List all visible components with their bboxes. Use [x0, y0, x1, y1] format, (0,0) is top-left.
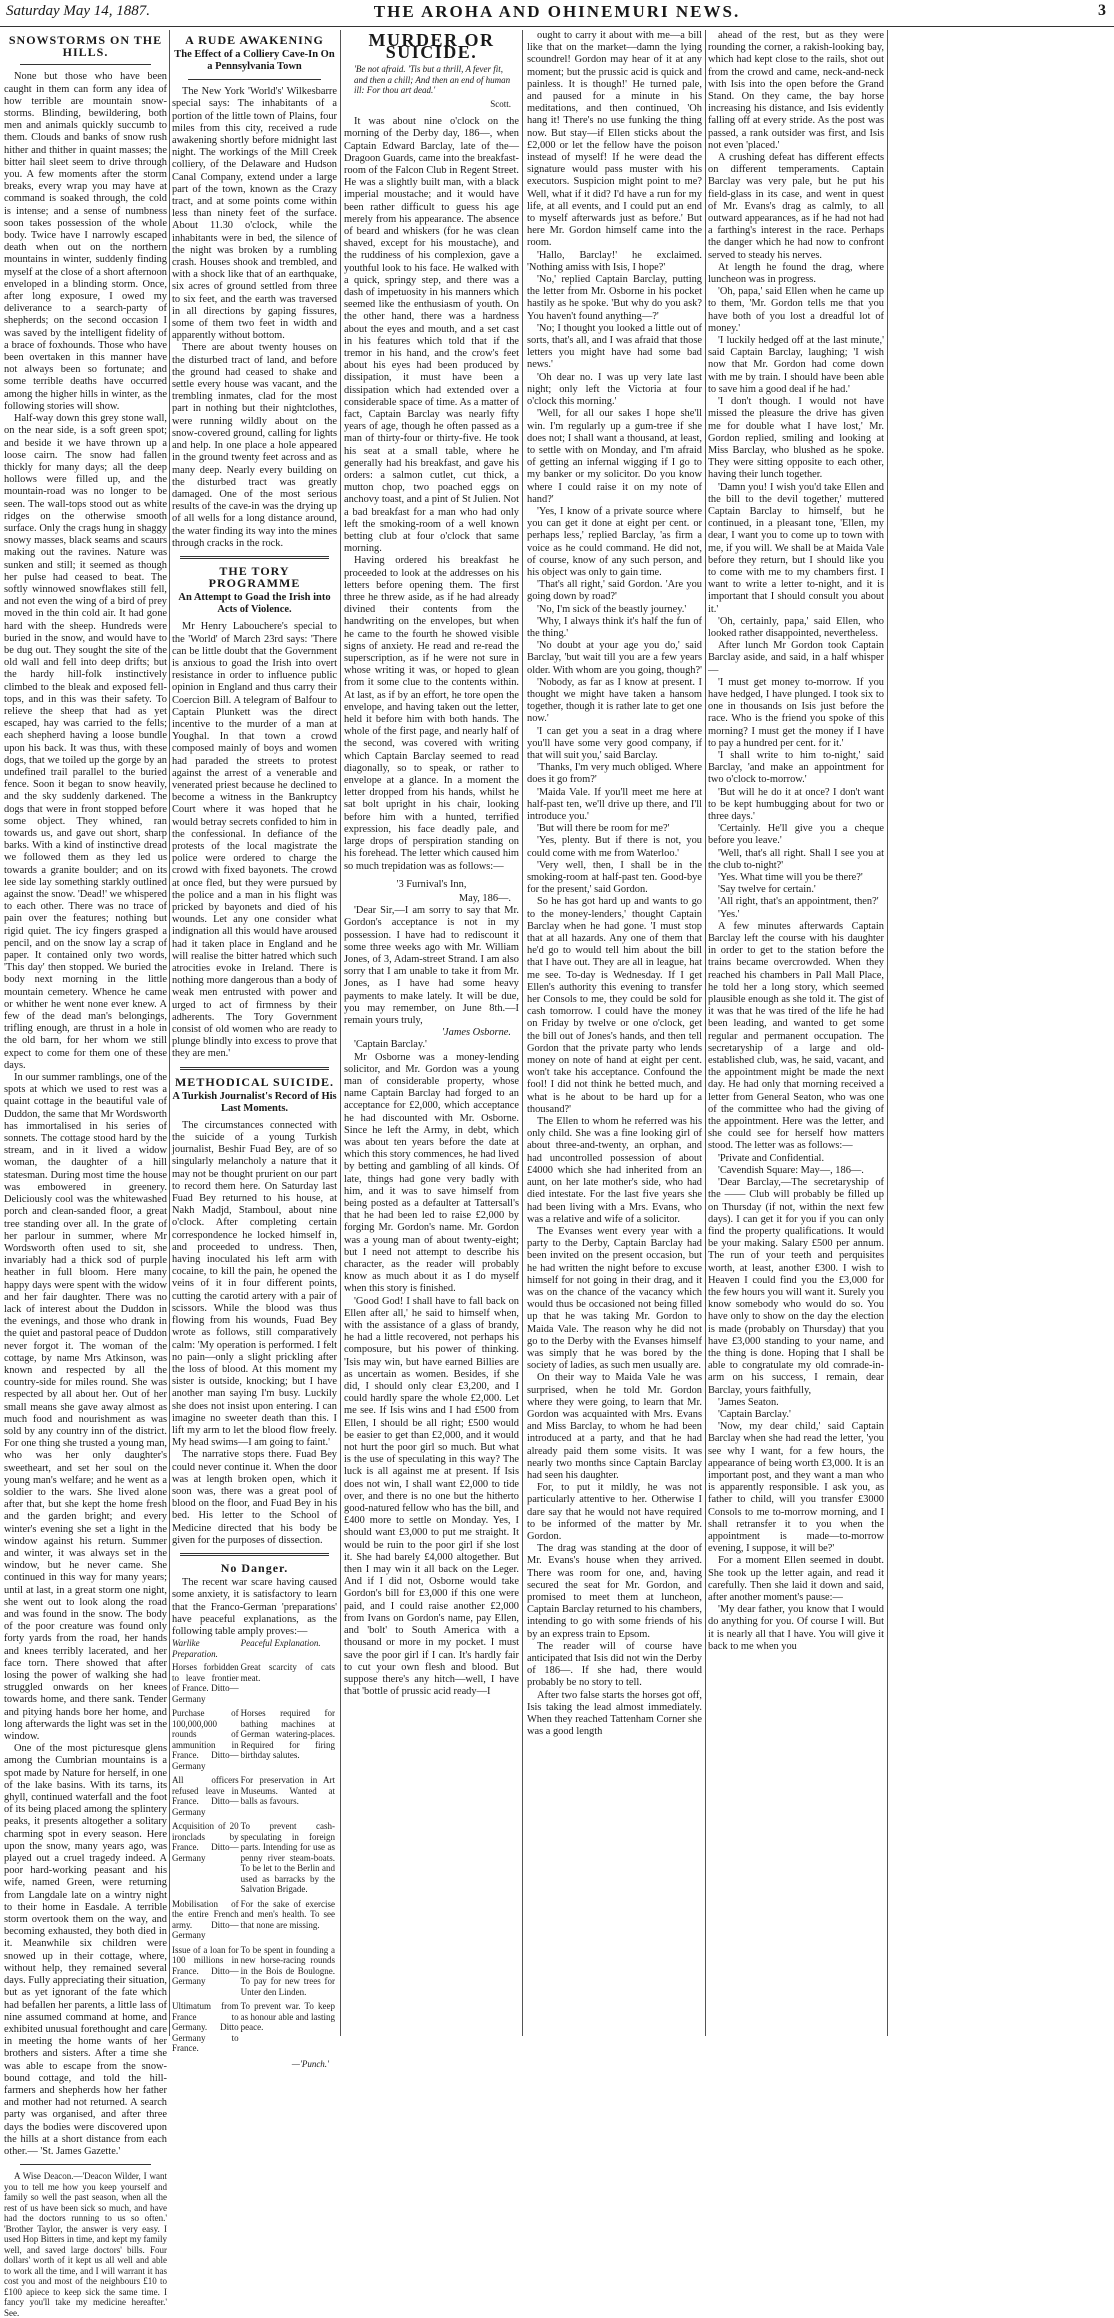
epigraph-source: Scott. — [490, 98, 511, 109]
article-paragraph: The recent war scare having caused some anxiety, it is satisfactory to learn that the Franco-German 'preparations' have peaceful explanations, as the following table amply proves:— — [172, 1577, 337, 1637]
story-paragraph: On their way to Maida Vale he was surprised, when he told Mr. Gordon where they were going, to learn that Mr. Gordon was acquainted with Mrs. Evans and Miss Barclay, to whom he had been introduced at a party, and that he had already paid them some visits. It was nearly two months since Captain Barclay had seen his daughter. — [527, 1372, 702, 1481]
story-paragraph: 'But will he do it at once? I don't want to be kept humbugging about for two or three days.' — [708, 786, 884, 822]
article-title-tory-programme: THE TORY PROGRAMME — [208, 563, 301, 591]
divider — [20, 64, 151, 65]
article-paragraph: None but those who have been caught in them can form any idea of how terrible are mountain snow-storms. Blinding, bewildering, both men and animals quickly succumb to them. Clouds and banks of snow rush hither and thither in quaint masses; the bitter hail sleet seem to drive through you. A few moments after the storm breaks, every wrap you may have at command is soaked through, the cold is intense; and a sense of numbness soon takes possession of the whole body. Twice have I narrowly escaped death when out on the northern mountains in winter, suddenly finding myself at the close of a short afternoon enveloped in a blinding storm. Once, after long exposure, I owed my deliverance to a search-party of shepherds; on the second occasion I was saved by the intelligent fidelity of a brace of foxhounds. Those who have been overtaken in this manner have not always been so fortunate; and some terrible deaths have occurred among the higher hills in winter, as the following stories will show. — [4, 71, 167, 412]
story-paragraph: 'Say twelve for certain.' — [718, 884, 816, 896]
story-paragraph: 'Private and Confidential. — [718, 1152, 825, 1164]
article-paragraph: One of the most picturesque glens among the Cumbrian mountains is a spot made by Nature for herself, in one of the lake basins. With its tarns, its ghyll, continued waterfall and the foot of its being placed among the splintery peaks, it presents altogether a solitary charming spot in every season. Here upon the snow, many years ago, was played out a cruel tragedy indeed. A poor hard-working peasant and his wife, named Green, were returning from Langdale late on a wintry night to their home in Easdale. A terrible storm overtook them on the way, and becoming exhausted, they both died in it. Meanwhile six children were snowed up in their cottage, where, without help, they remained several days. Fully appreciating their situation, but as yet ignorant of the fate which had befallen her parents, a little lass of nine assumed command at home, and exhibited unusual forethought and care in meeting the home wants of her brothers and sisters. After a time she was able to escape from the snow-bound cottage, and told the hill-farmers and shepherds how her father and mother had not returned. A search party was organised, and after three days the bodies were discovered upon the hills at a short distance from each other.— 'St. James Gazette.' — [4, 1743, 167, 2157]
story-paragraph: 'I must get money to-morrow. If you have hedged, I have plunged. I took six to one in thousands on Isis just before the race. Who is the friend you spoke of this morning? I must get the money if I have to pay a hundred per cent. for it.' — [708, 676, 884, 749]
story-paragraph: 'Now, my dear child,' said Captain Barclay when she had read the letter, 'you see why I want, for a few hours, the appearance of being worth £3,000. It is an important post, and they want a man who is apparently responsible. I ask you, as father to child, will you transfer £3000 Consols to me to-morrow morning, and I shall retransfer it to you when the appointment is made—to-morrow evening, I suppose, it will be?' — [708, 1421, 884, 1555]
story-paragraph: 'I don't though. I would not have missed the pleasure the drive has given me for double what I have lost,' Mr. Gordon replied, smiling and looking at Miss Barclay, who blushed as he spoke. They were sitting opposite to each other, having their lunch together. — [708, 396, 884, 481]
story-paragraph: A few minutes afterwards Captain Barclay left the course with his daughter in order to get to the station before the trains became overcrowded. When they reached his chambers in Pall Mall Place, he told her a long story, which seemed plausible enough as she told it. The gist of it was that he was tired of the life he had been leading, and wanted to get some regular and permanent occupation. The secretaryship of a large and old-established club, was, he said, vacant, and the appointment might be made the next day. He had only that morning received a letter from General Seaton, who was one of the committee who had the giving of the appointment. Here was the letter, and she could see for herself how matters stood. The letter was as follows:— — [708, 920, 884, 1152]
column-3 — [344, 30, 519, 2036]
story-paragraph: It was about nine o'clock on the morning of the Derby day, 186—, when Captain Edward Barclay, late of the—Dragoon Guards, came into the breakfast-room of the Falcon Club in Regent Street. He was a slightly built man, with a black imperial moustache; and it would have been rather difficult to guess his age merely from his appearance. The absence of beard and whiskers (for he was clean shaved, except for his moustache), and the ruddiness of his complexion, gave a youthful look to his face. He walked with a quick, springy step, and there was a dash of impetuosity in his manners which seemed like the enthusiasm of youth. On the other hand, there was a hardness about the eyes and mouth, and a set cast in his features which told that if the tremor in his hand, and the crow's feet about his eyes had been produced by dissipation, it must have been a dissipation which had extended over a considerable space of time. As a matter of fact, Captain Barclay was nearly fifty years of age, though he often passed as a man of thirty-four or thirty-five. He took his seat at a small table, where he generally had his breakfast, and gave his orders: a salmon cutlet, cut thick, a mutton chop, two poached eggs on anchovy toast, and a pint of St Julien. Not a bad breakfast for a man who had only left the smoking-room of a well known betting club at four o'clock that same morning. — [344, 116, 519, 555]
story-paragraph: 'Thanks, I'm very much obliged. Where does it go from?' — [527, 762, 702, 786]
article-subtitle: The Effect of a Colliery Cave-In On a Pennsylvania Town — [174, 49, 335, 73]
story-paragraph: 'Hallo, Barclay!' he exclaimed. 'Nothing amiss with Isis, I hope?' — [527, 249, 702, 273]
newspaper-title: THE AROHA AND OHINEMURI NEWS. — [373, 2, 741, 21]
story-paragraph: 'James Seaton. — [718, 1396, 779, 1408]
story-paragraph: The reader will of course have anticipated that Isis did not win the Derby of 186—. If she had, there would probably be no story to tell. — [527, 1640, 702, 1689]
story-paragraph: Mr Osborne was a money-lending solicitor, and Mr. Gordon was a young man of considerable property, whose name Captain Barclay had forged to an acceptance for £2,000, which acceptance he had discounted with Mr. Osborne. Since he left the Army, in debt, which was about ten years before the date at which this story commences, he had lived by betting and gambling of all kinds. Of late, things had gone very badly with him, and it was to save himself from being posted as a defaulter at Tattersall's that he had been led to raise £2,000 by forging Mr. Gordon's name. Mr. Gordon was a young man of about twenty-eight; but I need not attempt to describe his character, as the reader will probably know as much about it as I do myself when this story is finished. — [344, 1051, 519, 1295]
article-paragraph: The narrative stops there. Fuad Bey could never continue it. When the door was at length broken open, which it soon was, there was a great pool of blood on the floor, and Fuad Bey in his bed. His letter to the School of Medicine directed that his body be given for the purposes of dissection. — [172, 1449, 337, 1546]
divider — [188, 79, 321, 80]
story-paragraph: 'Yes. What time will you be there?' — [718, 872, 863, 884]
page-number: 3 — [1098, 2, 1106, 19]
story-paragraph: 'Why, I always think it's half the fun of the thing.' — [527, 615, 702, 639]
story-paragraph: 'Yes.' — [718, 908, 740, 920]
divider — [20, 2164, 151, 2165]
story-paragraph: After two false starts the horses got off, Isis taking the lead almost immediately. When they reached Tattenham Corner she was a good length — [527, 1689, 702, 1738]
column-1 — [4, 30, 167, 2318]
story-paragraph: 'Yes, plenty. But if there is not, you could come with me from Waterloo.' — [527, 835, 702, 859]
divider — [180, 1067, 329, 1070]
divider — [180, 556, 329, 559]
table-row — [172, 1821, 337, 1899]
column-rule — [887, 30, 888, 2036]
story-paragraph: 'Damn you! I wish you'd take Ellen and the bill to the devil together,' muttered Captain Barclay to himself, but he continued, in a pleasant tone, 'Ellen, my dear, I want you to come up to town with me, if you will. We shall be at Maida Vale before they return, but I should like you to come with me to my chambers first. I want to write a letter to-night, and it is important that I should consult you about it.' — [708, 481, 884, 615]
story-paragraph: 'Oh, certainly, papa,' said Ellen, who looked rather disappointed, nevertheless. — [708, 615, 884, 639]
story-paragraph: ahead of the rest, but as they were rounding the corner, a rakish-looking bay, which had kept close to the rails, shot out from the crowd and came, neck-and-neck with Isis into the open before the Grand Stand. On they came, the bay horse increasing his distance, and Isis evidently falling off at every stride. As the post was passed, a rank outsider was first, and Isis not even 'placed.' — [708, 30, 884, 151]
column-4 — [527, 30, 702, 2036]
story-paragraph: 'No,' replied Captain Barclay, putting the letter from Mr. Osborne in his pocket hastily as he spoke. 'But why do you ask? You haven't found anything—?' — [527, 274, 702, 322]
epigraph: 'Be not afraid. 'Tis but a thrill, A fever fit, and then a chill; And then an end of human ill: For thou art dead.' — [354, 64, 511, 96]
article-paragraph: Mr Henry Labouchere's special to the 'World' of March 23rd says: 'There can be little doubt that the Government is anxious to goad the Irish into overt resistance in order to influence public opinion in England and thus carry their Coercion Bill. A telegram of Balfour to Captain Plunkett was the direct incentive to the murder of a man at Youghal. In that town a crowd composed mainly of boys and women had paraded the streets to protest against the arrest of a venerable and venerated priest because he declined to become a witness in the Bankruptcy Court where it was hoped that he would betray secrets confided to him in the confessional. In defiance of the protests of the local magistrate the police were ordered to charge the crowd with fixed bayonets. The crowd at once fled, but they were pursued by the police and a man in his flight was pricked by bayonets and died of his wounds. Let any one consider what indignation all this would have aroused had it taken place in England and he will realise the bitter hatred which such atrocities evoke in Ireland. There is nothing more dangerous than a body of weak men entrusted with power and urged to act of firmness by their adherents. The Tory Government consist of old women who are ready to plunge blindly into excess to prove that they are men.' — [172, 621, 337, 1060]
story-paragraph: 'Certainly. He'll give you a cheque before you leave.' — [708, 823, 884, 847]
column-5 — [708, 30, 884, 2036]
table-row — [172, 1775, 337, 1821]
divider — [180, 1553, 329, 1556]
column-2 — [172, 30, 337, 2069]
table-cell: For the sake of exercise and men's health. To see that none are missing. — [240, 1898, 335, 1930]
table-header: Peaceful Explanation. — [240, 1638, 321, 1649]
table-cell: To prevent cash-speculating in foreign parts. Intending for use as penny river steam-boats. To be let to the Berlin and used as barracks by the Salvation Brigade. — [240, 1821, 335, 1895]
article-subtitle: A Turkish Journalist's Record of His Last Moments. — [172, 1090, 337, 1114]
story-paragraph: The Ellen to whom he referred was his only child. She was a fine looking girl of about three-and-twenty, an orphan, and had uncontrolled possession of about £4000 which she had inherited from an aunt, on her late mother's side, who had died intestate. For the last five years she had been living with a Mrs. Evans, who was a relative and wife of a solicitor. — [527, 1116, 702, 1225]
table-cell: To be spent in founding a new horse-racing rounds in the Bois de Boulogne. To pay for new trees for Unter den Linden. — [240, 1944, 335, 1997]
story-paragraph: The drag was standing at the door of Mr. Evans's house when they arrived. There was room for one, and, having secured the seat for Mr. Gordon, and promised to meet them at luncheon, Captain Barclay returned to his chambers, intending to go with some friends of his by an express train to Epsom. — [527, 1543, 702, 1640]
preparations-table — [172, 1638, 337, 2058]
column-rule — [705, 30, 706, 2036]
story-paragraph: 'Good God! I shall have to fall back on Ellen after all,' he said to himself when, with the assistance of a glass of brandy, he had a little recovered, not perhaps his composure, but his power of thinking. 'Isis may win, but have earned Billies are as uncertain as women. Besides, if she did, I should only clear £3,200, and I could hardly spare the whole £2,000. Let me see. If Isis wins and I had £500 from Ellen, I should be all right; £500 would be easier to get than £2,000, and it would not hurt the poor girl so much. But what is the use of speculating in this way? The luck is all against me at present. If Isis does not win, I shall want £2,000 to tide over, and there is no one but the hitherto good-natured fellow who has the bill, and £400 more to settle on Monday. Yes, I should want £3,000 to put me straight. It would be ruin to the poor girl if she lost it. She had barely £4,000 altogether. But then I may win it all back on the Leger. And if I did not, Osborne would take Gordon's bill for £3,000 if this one were paid, and I could raise another £2,000 from Ivans on Gordon's name, pay Ellen, and 'bolt' to South America with a thousand or more in my pocket. I must save the poor girl if I can. It's hardly fair to cut your own flesh and blood. But suppose there's any hitch—well, I have that 'bottle of prussic acid ready—I — [344, 1295, 519, 1698]
table-cell: Great scarcity of cats meat. — [240, 1662, 335, 1683]
article-paragraph: In our summer ramblings, one of the spots at which we used to rest was a quaint cottage in the beautiful vale of Duddon, the same that Mr Wordsworth has immortalised in his series of sonnets. The cottage stood hard by the stream, and in it lived a widow woman, the daughter of a hill statesman. During most time the house was embowered in greenery. Deliciously cool was the whitewashed porch and clean-sanded floor, a great tree standing over all. In the grate of her parlour in summer, where Mr Wordsworth often used to sit, she invariably had a thick sod of purple heather in full bloom. Here many happy days were spent with the widow and her fair daughter. There was no lack of interest about the Duddon in the evenings, and those who drank in the quiet and pastoral peace of Duddon never forgot it. The woman of the cottage, by name Mrs Atkinson, was known and respected by all the country-side for miles round. She was respected by all about her. Out of her small means she gave away almost as much food and nourishment as was sold by any country inn of the district. For one thing she trusted a young man, who was her only daughter's sweetheart, and set her soul on the young man's welfare; and he went as a soldier to the wars. She lived alone after that, but she kept the home fresh and the garden bright; and every winter's evening she set a light in the window against his return. Summer and winter, it was always set in the window, but he never came. She continued in this way for many years; until at last, in a great storm one night, she went out to look along the road and was found in the snow. The body of the poor creature was found only forty yards from the road, her hands and knees terribly lacerated, and her face torn. There showed that after losing the power of walking she had struggled onwards on her knees towards home, and there sank. Tender and pitying hands bore her home, and long afterwards the light was set in the window. — [4, 1072, 167, 1743]
story-paragraph: ought to carry it about with me—a bill like that on the market—damn the lying scoundrel! Gordon may hear of it at any moment; but the prussic acid is quick and painless. It is though!' He turned pale, and paused for a minute in his meditations, and then continued, 'Oh hang it! There's no use funking the thing now. But stay—if Ellen sticks about the £2,000 or let the fellow have the poison instead of myself! If he were dead the signature would pass muster with his executors. Suspicion might point to me? Well, what if it did? I'd have a run for my life, at all events, and I could put an end to myself afterwards just as before.' But here Mr. Gordon himself came into the room. — [527, 30, 702, 249]
story-paragraph: 'Well, that's all right. Shall I see you at the club to-night?' — [708, 847, 884, 871]
table-cell: Purchase of 100,000,000 rounds of ammunition in France. Ditto—Germany — [172, 1708, 239, 1771]
table-cell: Horses forbidden to leave frontier of France. Ditto—Germany — [172, 1662, 239, 1704]
story-paragraph: 'I can get you a seat in a drag where you'll have some very good company, if that will suit you,' said Barclay. — [527, 725, 702, 761]
story-paragraph: For, to put it mildly, he was not particularly attentive to her. Otherwise I dare say that he would not have required to be informed of the matter by Mr. Gordon. — [527, 1482, 702, 1542]
story-paragraph: At length he found the drag, where luncheon was in progress. — [708, 261, 884, 286]
article-paragraph: The New York 'World's' Wilkesbarre special says: The inhabitants of a portion of the little town of Plains, four miles from this city, received a rude awakening shortly before midnight last night. The workings of the Mill Creek colliery, of the Delaware and Hudson Canal Company, extend under a large part of the town, known as the Crazy tract, and at some points come within less than ninety feet of the surface. About 11.30 o'clock, while the inhabitants were in bed, the silence of the night was broken by a rumbling crash. Houses shook and trembled, and with a shock like that of an earthquake, six acres of ground settled from three to six feet, and the earth was traversed in all directions by gaping fissures, some of them two feet in width and apparently without bottom. — [172, 86, 337, 342]
story-paragraph: 'That's all right,' said Gordon. 'Are you going down by road?' — [527, 579, 702, 603]
story-paragraph: 'I luckily hedged off at the last minute,' said Captain Barclay, laughing; 'I wish now that Mr. Gordon had come down with me by train. I should have been able to save him a good deal if he had.' — [708, 335, 884, 395]
story-paragraph: 'All right, that's an appointment, then?' — [718, 896, 879, 908]
table-cell: Horses required for bathing machines at German watering-places. Required for firing birthday salutes. — [240, 1708, 335, 1761]
story-paragraph: So he has got hard up and wants to go to the money-lenders,' thought Captain Barclay when he had gone. 'I must stop that at all hazards. Any one of them that he'd go to would tell him about the bill that I have out. They are all in league, hat me see. To-day is Wednesday. If I get Ellen's authority this evening to transfer her Consols to me, they could be sold for cash tomorrow. I could have the money on Friday by twelve or one o'clock, get the bill out of Jones's hands, and then tell Gordon that the private party who lends money on note of hand at eight per cent. won't take his acceptance. Confound the fool! I did not think he betted much, and what is he about to be hard up for a thousand?' — [527, 896, 702, 1115]
table-row — [172, 2001, 337, 2058]
story-paragraph: Having ordered his breakfast he proceeded to look at the addresses on his letters before opening them. The first three he threw aside, as if he had already divined their contents from the handwriting on the envelopes, but when he came to the fourth he showed visible signs of anxiety. He read and re-read the superscription, as if he were not sure in whose writing it was, or hoped to glean from it some clue to the contents within. At last, as if by an effort, he tore open the envelope, and having taken out the letter, held it before him with both hands. The whole of the first page, and nearly half of the second, was covered with writing which Captain Barclay seemed to read diagonally, so to speak, or rather to envelope at a glance. In a moment the letter dropped from his hands, whilst he sat bolt upright in his chair, looking before him with a hunted, terrified expression, his face deadly pale, and large drops of perspiration standing on his forehead. The letter which caused him so much trepidation was as follows:— — [344, 555, 519, 872]
masthead — [0, 0, 1114, 27]
table-source: —'Punch.' — [291, 2058, 329, 2069]
table-cell: For preservation in Art Museums. Wanted at balls as favours. — [240, 1775, 335, 1807]
table-cell: Ultimatum from France to Germany. Ditto Germany to France. — [172, 2001, 239, 2054]
story-title: MURDER OR SUICIDE. — [368, 30, 495, 63]
story-paragraph: 'My dear father, you know that I would do anything for you. Of course I will. But it is nearly all that I have. You will give it back to me when you — [708, 1604, 884, 1652]
article-title-no-danger: No Danger. — [220, 1560, 289, 1575]
story-paragraph: 'But will there be room for me?' — [537, 823, 670, 835]
table-cell: To prevent war. To keep as honour able and lasting peace. — [240, 2001, 335, 2033]
article-title-rude-awakening: A RUDE AWAKENING — [185, 33, 324, 47]
story-paragraph: 'Dear Barclay,—The secretaryship of the —— Club will probably be filled up on Thursday (if not, within the next few days). I can get it for you if you can only find the property qualifications. It would be your making. Salary £500 per annum. The run of your teeth and perquisites worth, at least, another £300. I wish to Heaven I could find you the £3,000 for the few hours you will want it. Surely you know somebody who would do so. You have only to show on the day the election is made (probably on Thursday) that you have £3,000 standing to your name, and the thing is done. Hoping that I shall be able to congratulate my old comrade-in-arm on his success, I remain, dear Barclay, yours faithfully, — [708, 1177, 884, 1396]
story-paragraph: 'Very well, then, I shall be in the smoking-room at half-past ten. Good-bye for the present,' said Gordon. — [527, 859, 702, 896]
letter-body: 'Dear Sir,—I am sorry to say that Mr. Gordon's acceptance is not in my possession. I have had to rediscount it some three weeks ago with Mr. William Jones, of 3, Adam-street Strand. I am also sorry that I am unable to take it from Mr. Jones, as I have had some heavy payments to make lately. It will be due, you may remember, on June 8th.—I remain yours truly, — [344, 905, 519, 1026]
story-paragraph: 'Captain Barclay.' — [718, 1408, 791, 1420]
table-cell: Acquisition of 20 ironclads by France. Ditto—Germany — [172, 1821, 239, 1863]
article-title-methodical-suicide: METHODICAL SUICIDE. — [174, 1074, 335, 1089]
article-paragraph: The circumstances connected with the suicide of a young Turkish journalist, Beshir Fuad Bey, are of so singularly melancholy a nature that it may not be thought prurient on our part to record them here. On Saturday last Fuad Bey returned to his house, at Nakh Madjd, Stamboul, about nine o'clock. After completing certain correspondence he locked himself in, and proceeded to undress. Then, having inoculated his left arm with cocaine, to kill the pain, he opened the veins of it in four different points, cutting the carotid artery with a pair of scissors. While the blood was thus flowing from his wounds, Fuad Bey wrote as follows, still comparatively calm: 'My operation is performed. I felt no pain—only a slight prickling after the loss of blood. At this moment my sister is outside, knocking; but I have another man saying I'm busy. Luckily she does not insist upon entering. I can imagine no sweeter death than this. I lift my arm to let the blood flow freely. My head swims—I am going to faint.' — [172, 1119, 337, 1449]
letter-date: May, 186—. — [458, 892, 511, 904]
article-paragraph: There are about twenty houses on the disturbed tract of land, and before the ground had ceased to shake and settle every house was vacant, and the trembling inmates, clad for the most part in nothing but their nightclothes, were running wildly about on the snow-covered ground, calling for lights and help. In one place a hole appeared in the ground twenty feet across and as many deep. Nearly every building on the disturbed tract was greatly damaged. One of the most serious results of the cave-in was the drying up of all wells for a long distance around, the water finding its way into the mines through cracks in the rock. — [172, 342, 337, 549]
story-paragraph: After lunch Mr Gordon took Captain Barclay aside, and said, in a half whisper— — [708, 640, 884, 676]
table-cell: Issue of a loan for 100 millions in France. Ditto—Germany — [172, 1944, 239, 1987]
story-paragraph: 'Cavendish Square: May—, 186—. — [718, 1164, 864, 1176]
table-row — [172, 1662, 337, 1708]
letter-recipient: 'Captain Barclay.' — [354, 1039, 427, 1051]
column-rule — [522, 30, 523, 2036]
table-row — [172, 1899, 337, 1945]
story-paragraph: For a moment Ellen seemed in doubt. She took up the letter again, and read it carefully. Then she laid it down and said, after another moment's pause:— — [708, 1555, 884, 1603]
table-row — [172, 1945, 337, 2002]
article-title-snowstorms: SNOWSTORMS ON THE HILLS. — [8, 33, 163, 60]
article-subtitle: An Attempt to Goad the Irish into Acts of Violence. — [178, 592, 331, 616]
story-paragraph: 'No doubt at your age you do,' said Barclay, 'but wait till you are a few years older. With whom are you going, though?' — [527, 640, 702, 676]
story-paragraph: The Evanses went every year with a party to the Derby, Captain Barclay had been invited on the present occasion, but he had written the night before to excuse himself for not going in their drag, and it was on the chance of the vacancy which would thus be occasioned not being filled up that he was taking Mr. Gordon to Maida Vale. The reason why he did not go to the Derby with the Evanses himself was simply that he was bored by the society of ladies, as such men usually are. — [527, 1225, 702, 1372]
column-rule — [169, 30, 170, 2036]
letter-signature: 'James Osborne. — [441, 1027, 511, 1039]
story-paragraph: 'Nobody, as far as I know at present. I thought we might have taken a hansom together, though it is rather late to get one now.' — [527, 676, 702, 725]
table-header: Warlike Preparation. — [172, 1638, 218, 1659]
story-paragraph: 'I shall write to him to-night,' said Barclay, 'and make an appointment for two o'clock to-morrow.' — [708, 749, 884, 786]
story-paragraph: 'Well, for all our sakes I hope she'll win. I'm regularly up a gum-tree if she does not; I shall want a thousand, at least, to settle with on Monday, and I'm afraid of getting an infernal wigging if I go to my banker or my solicitor. Do you know where I could raise it on my note of hand?' — [527, 408, 702, 505]
table-cell: All officers refused leave in France. Ditto—Germany — [172, 1775, 239, 1817]
story-paragraph: 'No; I thought you looked a little out of sorts, that's all, and I was afraid that those letters you might have had some bad news.' — [527, 322, 702, 371]
article-paragraph: Half-way down this grey stone wall, on the near side, is a soft green spot; and beside it we have thrown up a loose cairn. The snow had fallen thickly for many days; all the deep hollows were filled up, and the mountain-road was no longer to be seen. The wall-tops stood out as white ridges on the otherwise smooth surface. Only the crags hung in shaggy snowy masses, black seams and scaurs making out the ravines. Nature was sunken and still; it seemed as though her pulse had ceased to beat. The softly winnowed snowflakes still fell, and not even the wing of a bird of prey moved in the thin cold air. It had gone hard with the sheep. Hundreds were buried in the snow, and would have to be dug out. They sought the site of the old wall and fell into deep drifts; but the hardy hill-folk instinctively climbed to the bleak and exposed fell-tops, and in this was their safety. To relieve the sheep that had as yet escaped, hay was carried to the fells; each shepherd having a loose bundle upon his back. It was thus, with these dogs, that we toiled up the gorge by an undefined trail parallel to the buried fence. Soon it began to snow heavily, and the sky suddenly darkened. The dogs that were in front stopped before some object. They whined, ran towards us, and gave out short, sharp barks. With a kind of instinctive dread we followed them as they led us towards a granite boulder; and on its lee side lay something starkly outlined against the snow. 'Dead!' we whispered to each other. There was no trace of pain over the features; nothing but rigid quiet. The icy fingers grasped a pencil, and on the snow lay a scrap of paper. It contained only two words, 'This day' then stopped. We buried the body next morning in the little mountain cemetery. Whence he came or whither he went none ever knew. A few of the dead man's belongings, trifling enough, are thrust in a hole in the old barn, for her whom we still expect to come for them one of these days. — [4, 413, 167, 1071]
column-rule — [340, 30, 341, 2036]
letter-address: '3 Furnival's Inn, — [396, 878, 467, 890]
story-paragraph: A crushing defeat has different effects on different temperaments. Captain Barclay was very pale, but he put his field-glass in its case, and went in quest of Mr. Evans's drag as calmly, to all outward appearances, as if he had not had a farthing's interest in the race. Perhaps the danger which he had now to confront served to steady his nerves. — [708, 152, 884, 261]
story-paragraph: 'Yes, I know of a private source where you can get it done at eight per cent. or perhaps less,' replied Barclay, 'as firm a voice as he could command. He did not, of course, know of any such person, and his object was only to gain time. — [527, 505, 702, 578]
story-paragraph: 'No, I'm sick of the beastly journey.' — [537, 603, 687, 615]
table-cell: Mobilisation of the entire French army. Ditto—Germany — [172, 1898, 239, 1941]
story-paragraph: 'Oh, papa,' said Ellen when he came up to them, 'Mr. Gordon tells me that you have both of you lost a dreadful lot of money.' — [708, 286, 884, 334]
story-paragraph: 'Oh dear no. I was up very late last night; only left the Victoria at four o'clock this morning.' — [527, 371, 702, 408]
advertisement-wise-deacon: A Wise Deacon.—'Deacon Wilder, I want you to tell me how you keep yourself and family so well the past season, when all the rest of us have been sick so much, and have had the doctors running to us so often.' 'Brother Taylor, the answer is very easy. I used Hop Bitters in time, and kept my family well, and saved large doctors' bills. Four dollars' worth of it kept us all well and able to work all the time, and I will warrant it has cost you and most of the neighbours £10 to £100 apiece to keep sick the same time. I fancy you'll take my medicine hereafter.' See. — [4, 2171, 167, 2318]
story-paragraph: 'Maida Vale. If you'll meet me here at half-past ten, we'll drive up there, and I'll introduce you.' — [527, 786, 702, 822]
table-row — [172, 1708, 337, 1775]
issue-date: Saturday May 14, 1887. — [6, 3, 151, 19]
